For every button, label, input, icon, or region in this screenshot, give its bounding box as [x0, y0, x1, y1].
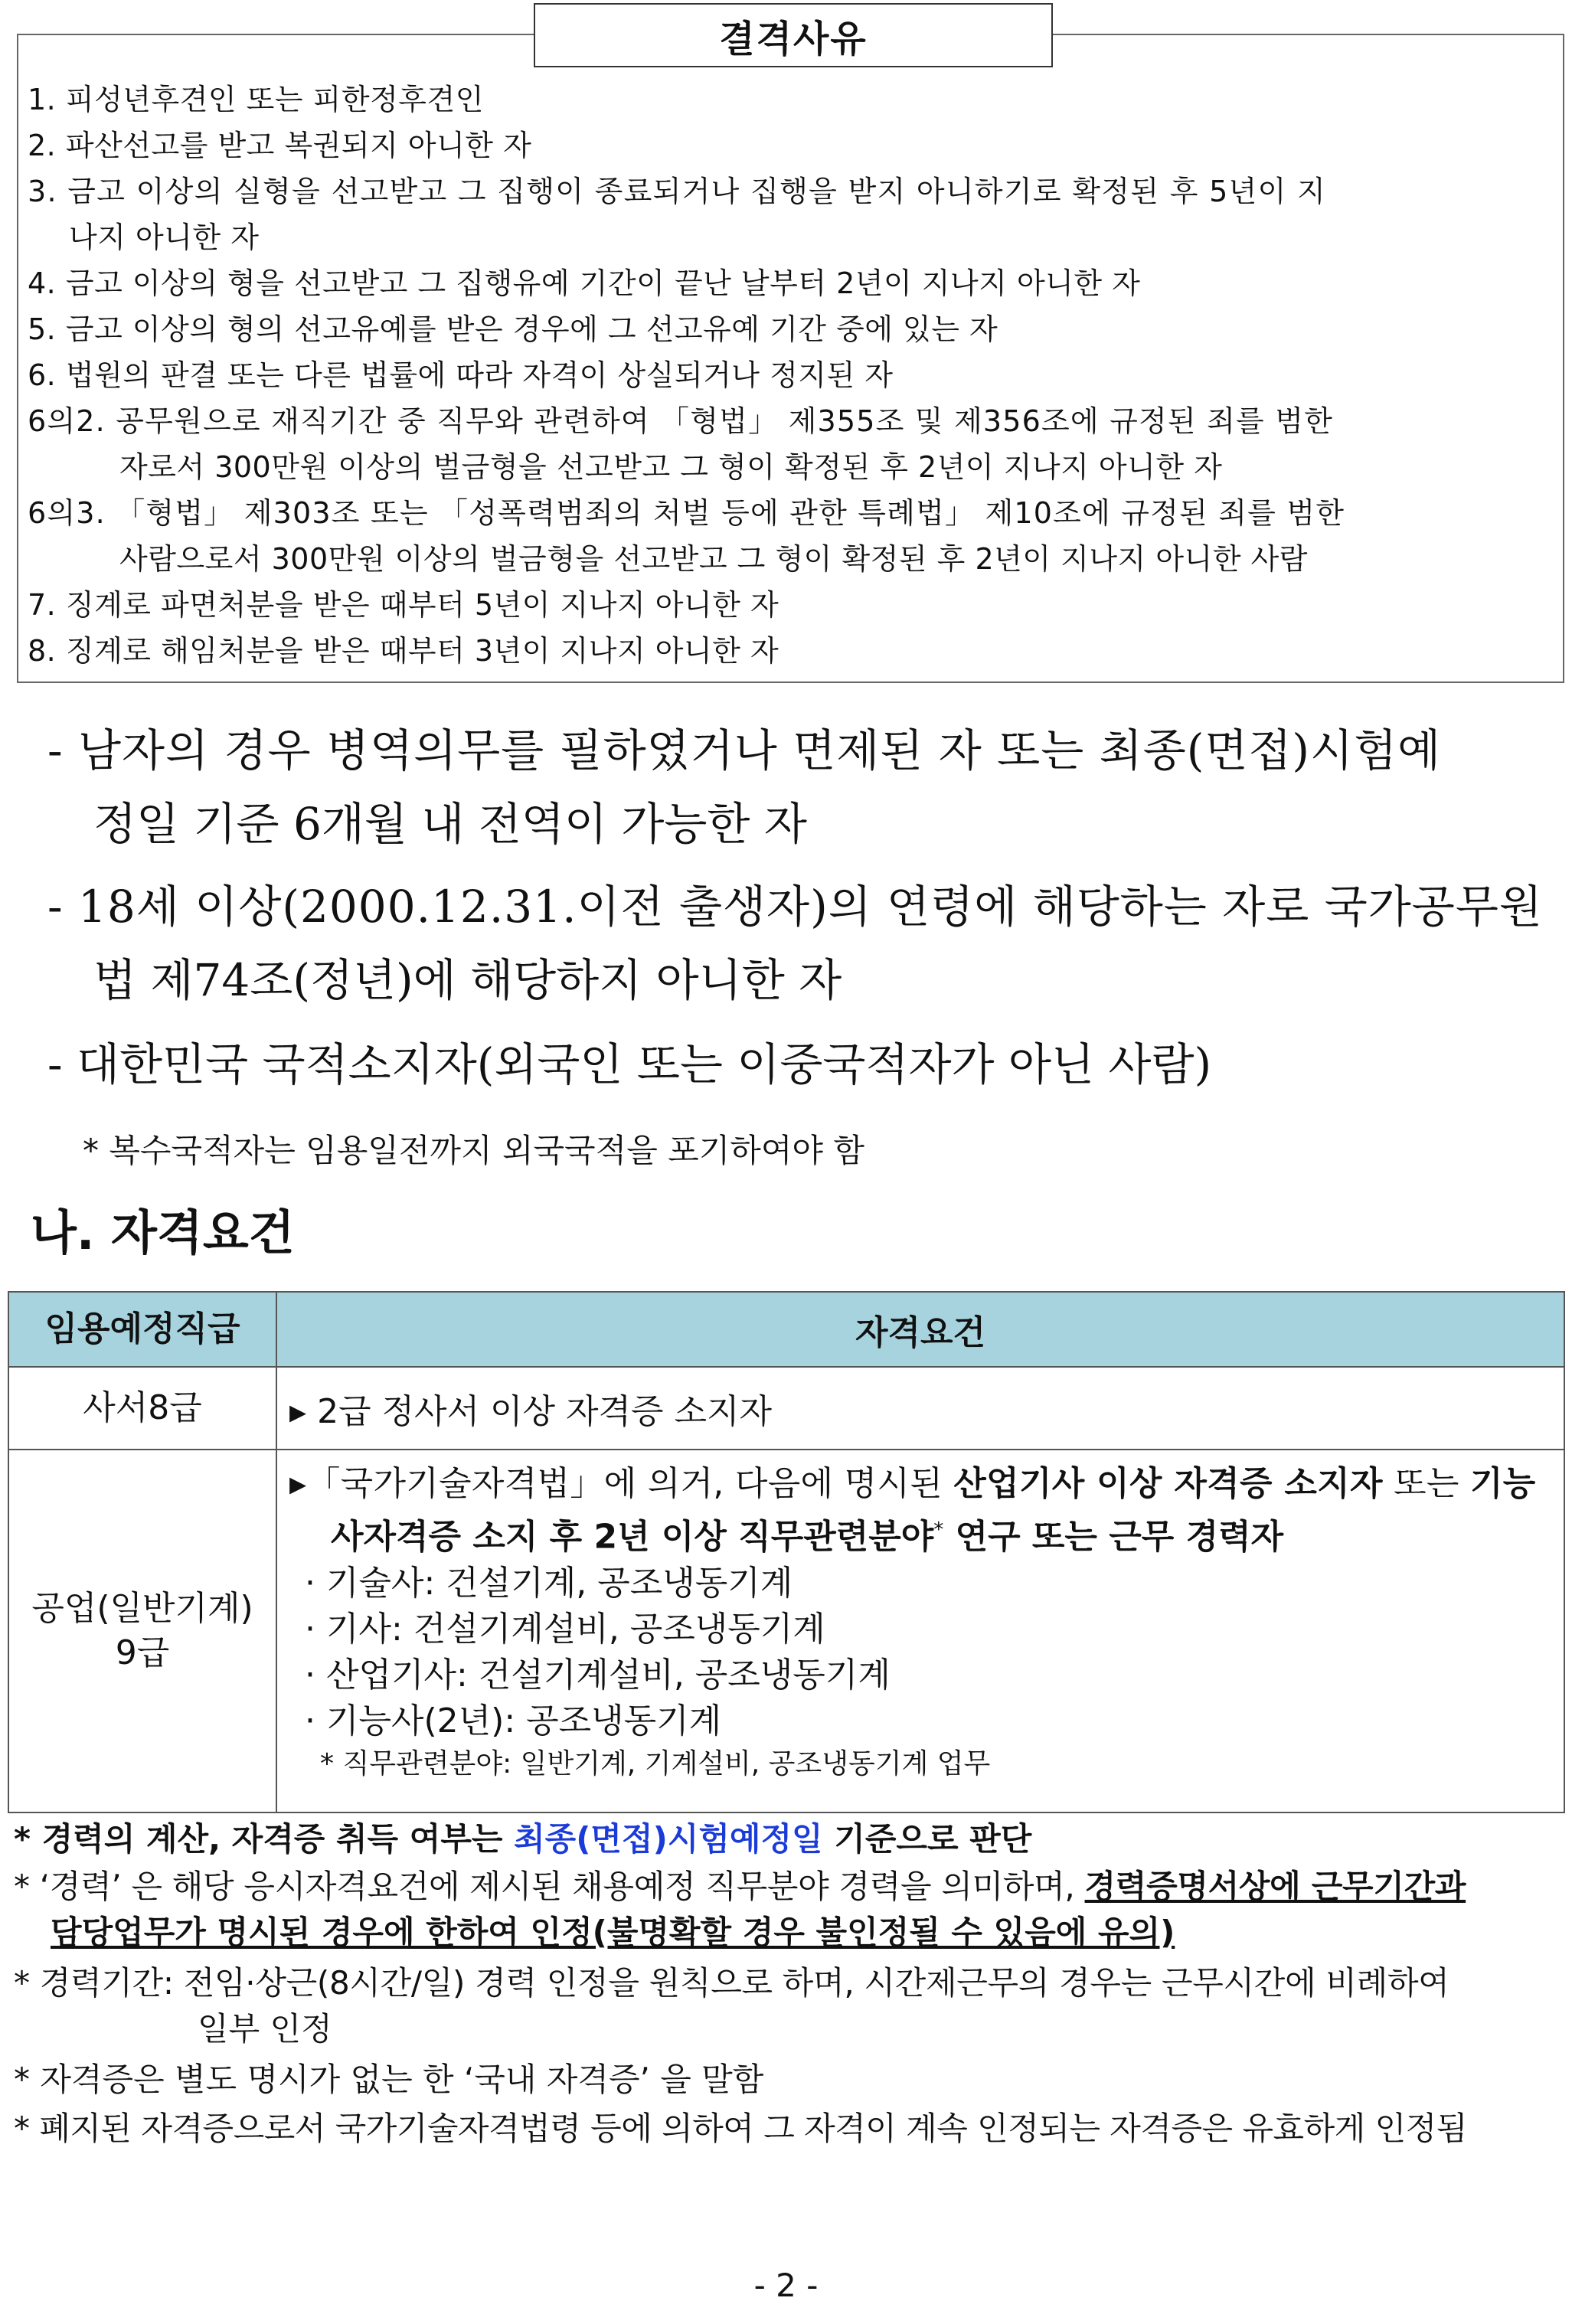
grade-cell: 사서8급	[8, 1367, 276, 1450]
footnote-experience-period: * 경력기간: 전임·상근(8시간/일) 경력 인정을 원칙으로 하며, 시간제근무의 경우는 근무시간에 비례하여	[14, 1964, 1449, 2002]
condition-age-cont: 법 제74조(정년)에 해당하지 아니한 자	[93, 954, 842, 1006]
requirement-intro-cont: 사자격증 소지 후 2년 이상 직무관련분야* 연구 또는 근무 경력자	[331, 1517, 1284, 1557]
section-title: 나. 자격요건	[31, 1204, 295, 1260]
requirements-table	[8, 1291, 1565, 1813]
condition-nationality: - 대한민국 국적소지자(외국인 또는 이중국적자가 아닌 사람)	[47, 1038, 1212, 1090]
grade-cell	[8, 1450, 276, 1812]
page-number: - 2 -	[753, 2267, 819, 2304]
footnote-domestic-certificate: * 자격증은 별도 명시가 없는 한 ‘국내 자격증’ 을 말함	[14, 2061, 764, 2098]
list-item: 1. 피성년후견인 또는 피한정후견인	[28, 83, 484, 116]
table-row	[8, 1450, 1564, 1812]
footnote-experience-definition: * ‘경력’ 은 해당 응시자격요건에 제시된 채용예정 직무분야 경력을 의미하며, 경력증명서상에 근무기간과	[14, 1868, 1466, 1905]
grade-level: 9급	[115, 1633, 170, 1672]
footnote-experience-definition-cont: 담당업무가 명시된 경우에 한하여 인정(불명확할 경우 불인정될 수 있음에 유의)	[51, 1914, 1175, 1951]
certificate-item: · 기능사(2년): 공조냉동기계	[305, 1701, 722, 1741]
table-header-requirements: 자격요건	[276, 1292, 1564, 1367]
list-item: 8. 징계로 해임처분을 받은 때부터 3년이 지나지 아니한 자	[28, 634, 779, 668]
list-item-continued: 나지 아니한 자	[69, 221, 260, 254]
list-item: 6. 법원의 판결 또는 다른 법률에 따라 자격이 상실되거나 정지된 자	[28, 358, 894, 392]
certificate-item: · 기술사: 건설기계, 공조냉동기계	[305, 1563, 793, 1603]
table-header-grade: 임용예정직급	[8, 1292, 276, 1367]
footnote-experience-basis: * 경력의 계산, 자격증 취득 여부는 최종(면접)시험예정일 기준으로 판단	[14, 1820, 1032, 1858]
requirement-cell: ▸ 2급 정사서 이상 자격증 소지자	[276, 1367, 1564, 1450]
box-title: 결격사유	[534, 3, 1053, 67]
list-item: 4. 금고 이상의 형을 선고받고 그 집행유예 기간이 끝난 날부터 2년이 지나지 아니한 자	[28, 266, 1141, 300]
requirement-intro: ▸「국가기술자격법」에 의거, 다음에 명시된 산업기사 이상 자격증 소지자 또는 기능	[289, 1464, 1536, 1503]
list-item: 5. 금고 이상의 형의 선고유예를 받은 경우에 그 선고유예 기간 중에 있는 자	[28, 312, 998, 346]
condition-military: - 남자의 경우 병역의무를 필하였거나 면제된 자 또는 최종(면접)시험예	[47, 724, 1442, 776]
list-item: 6의2. 공무원으로 재직기간 중 직무와 관련하여 「형법」 제355조 및 제356조에 규정된 죄를 범한	[28, 404, 1334, 438]
grade-name: 공업(일반기계)	[31, 1589, 253, 1628]
list-item: 2. 파산선고를 받고 복권되지 아니한 자	[28, 129, 532, 162]
requirement-cell	[276, 1450, 1564, 1812]
certificate-item: · 산업기사: 건설기계설비, 공조냉동기계	[305, 1655, 891, 1695]
certificate-item: · 기사: 건설기계설비, 공조냉동기계	[305, 1609, 825, 1649]
disqualification-box	[17, 34, 1564, 683]
dual-nationality-note: * 복수국적자는 임용일전까지 외국국적을 포기하여야 함	[83, 1132, 864, 1169]
table-row	[8, 1367, 1564, 1450]
list-item: 6의3. 「형법」 제303조 또는 「성폭력범죄의 처벌 등에 관한 특례법」 제10조에 규정된 죄를 범한	[28, 496, 1345, 530]
list-item: 7. 징계로 파면처분을 받은 때부터 5년이 지나지 아니한 자	[28, 588, 779, 622]
condition-age: - 18세 이상(2000.12.31.이전 출생자)의 연령에 해당하는 자로 국가공무원	[47, 881, 1543, 933]
list-item-continued: 사람으로서 300만원 이상의 벌금형을 선고받고 그 형이 확정된 후 2년이 지나지 아니한 사람	[119, 542, 1308, 576]
footnote-abolished-certificate: * 폐지된 자격증으로서 국가기술자격법령 등에 의하여 그 자격이 계속 인정되는 자격증은 유효하게 인정됨	[14, 2110, 1467, 2147]
list-item-continued: 자로서 300만원 이상의 벌금형을 선고받고 그 형이 확정된 후 2년이 지나지 아니한 자	[119, 450, 1223, 484]
table-header-row	[8, 1292, 1564, 1367]
condition-military-cont: 정일 기준 6개월 내 전역이 가능한 자	[93, 798, 807, 850]
footnote-experience-period-cont: 일부 인정	[198, 2010, 332, 2048]
related-field-note: * 직무관련분야: 일반기계, 기계설비, 공조냉동기계 업무	[320, 1747, 991, 1780]
list-item: 3. 금고 이상의 실형을 선고받고 그 집행이 종료되거나 집행을 받지 아니하기로 확정된 후 5년이 지	[28, 175, 1326, 208]
